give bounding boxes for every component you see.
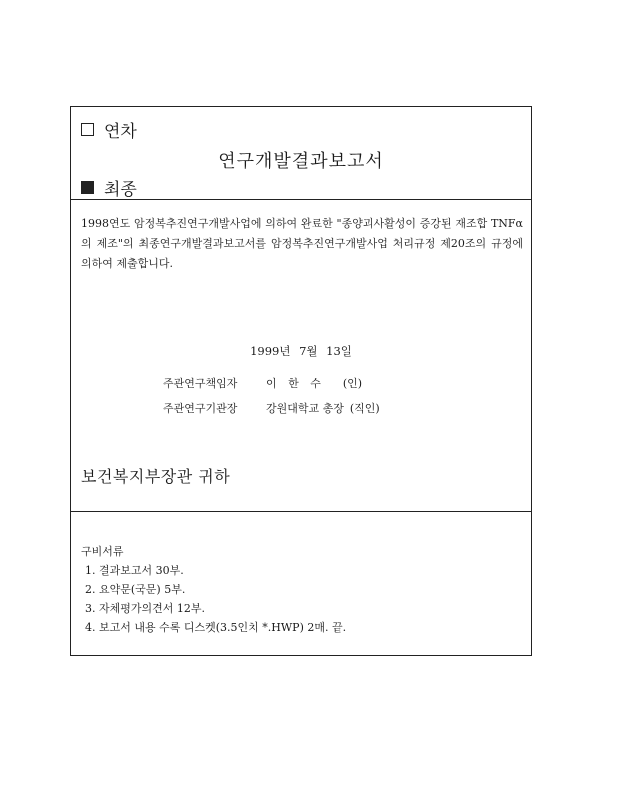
divider [71,511,531,512]
signature-row-institution [163,400,380,416]
annual-report-label: 연차 [104,122,137,142]
attachments-title: 구비서류 [81,545,124,558]
submission-date: 1999년 7월 13일 [250,344,352,358]
signature-label: 주관연구기관장 [163,402,238,415]
seal-mark: (직인) [349,402,380,415]
report-title: 연구개발결과보고서 [218,151,384,172]
addressee: 보건복지부장관 귀하 [81,467,231,486]
submission-statement: 1998연도 암정복추진연구개발사업에 의하여 완료한 "종양괴사활성이 증강된 재조합 TNFα의 제조"의 최종연구개발결과보고서를 암정복추진연구개발사업 처리규정 제20조의 규정에 의하여 제출합니다. [81,217,523,270]
report-form [70,106,532,656]
signature-name: 강원대학교 총장 [266,402,344,415]
divider [71,199,531,200]
annual-report-option [81,117,137,142]
attachments-list [85,561,346,637]
final-report-option [81,175,137,200]
final-report-label: 최종 [104,180,137,200]
list-item: 3. 자체평가의견서 12부. [85,602,205,615]
list-item: 1. 결과보고서 30부. [85,564,184,577]
seal-mark: (인) [342,377,363,390]
signature-row-researcher [163,375,362,391]
list-item: 2. 요약문(국문) 5부. [85,583,186,596]
checked-box-icon [81,181,94,194]
list-item: 4. 보고서 내용 수록 디스켓(3.5인치 *.HWP) 2매. 끝. [85,621,347,634]
unchecked-box-icon [81,123,94,136]
signature-name: 이 한 수 [266,377,321,390]
signature-label: 주관연구책임자 [163,377,238,390]
